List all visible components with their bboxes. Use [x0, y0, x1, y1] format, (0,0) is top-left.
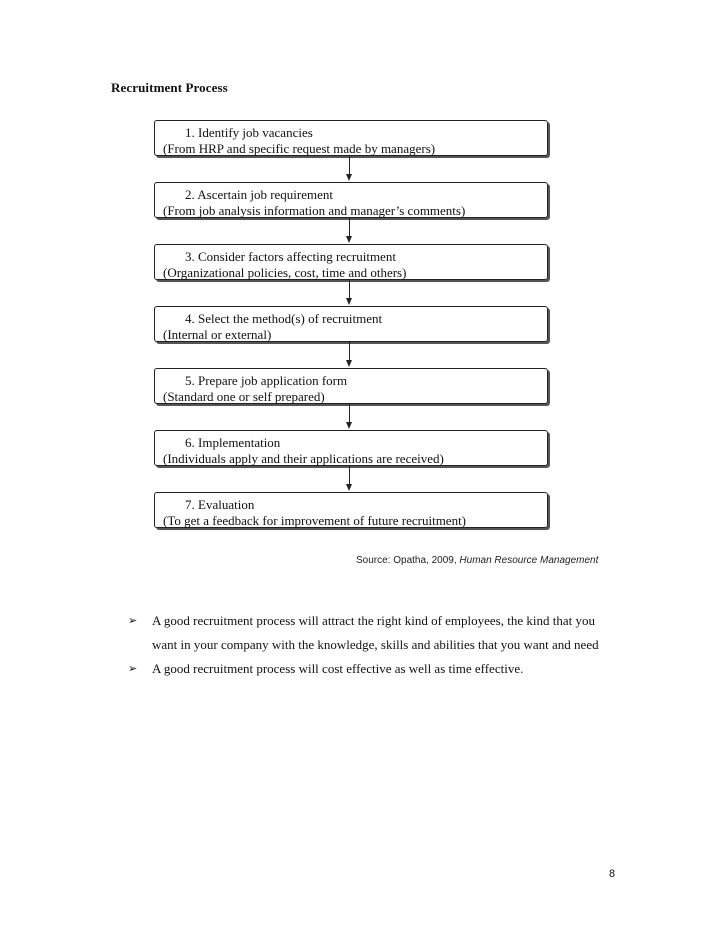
flow-step-6: [154, 430, 548, 466]
down-arrow-icon: [154, 218, 548, 244]
arrow-bullet-icon: ➢: [128, 662, 138, 675]
bullet-line: A good recruitment process will cost effective as well as time effective.: [152, 661, 524, 676]
arrow-bullet-icon: ➢: [128, 614, 138, 627]
step-note: (Standard one or self prepared): [163, 389, 325, 404]
step-title: 2. Ascertain job requirement: [185, 187, 334, 202]
source-prefix: Source: Opatha, 2009,: [356, 555, 460, 566]
step-title: 5. Prepare job application form: [185, 373, 348, 388]
step-note: (From HRP and specific request made by managers): [163, 141, 436, 156]
section-heading: Recruitment Process: [111, 80, 228, 95]
flow-step-1: [154, 120, 548, 156]
step-title: 3. Consider factors affecting recruitment: [185, 249, 396, 264]
step-note: (Internal or external): [163, 327, 272, 342]
step-note: (Organizational policies, cost, time and others): [163, 265, 407, 280]
down-arrow-icon: [154, 156, 548, 182]
bullet-item-2: [128, 657, 628, 681]
step-title: 4. Select the method(s) of recruitment: [185, 311, 383, 326]
bullet-list: [128, 609, 628, 681]
step-title: 1. Identify job vacancies: [185, 125, 313, 140]
down-arrow-icon: [154, 280, 548, 306]
flow-step-7: [154, 492, 548, 528]
bullet-line: want in your company with the knowledge, skills and abilities that you want and need: [152, 637, 599, 652]
step-note: (To get a feedback for improvement of future recruitment): [163, 513, 467, 528]
flow-step-4: [154, 306, 548, 342]
flow-step-3: [154, 244, 548, 280]
down-arrow-icon: [154, 466, 548, 492]
step-title: 7. Evaluation: [185, 497, 255, 512]
source-citation: [356, 555, 598, 566]
step-note: (From job analysis information and manager’s comments): [163, 203, 466, 218]
down-arrow-icon: [154, 404, 548, 430]
recruitment-flowchart: [154, 120, 550, 528]
page-number: 8: [609, 868, 616, 880]
down-arrow-icon: [154, 342, 548, 368]
flow-step-5: [154, 368, 548, 404]
flow-step-2: [154, 182, 548, 218]
step-note: (Individuals apply and their applications are received): [163, 451, 444, 466]
bullet-line: A good recruitment process will attract the right kind of employees, the kind that you: [152, 613, 595, 628]
source-title: Human Resource Management: [459, 555, 599, 566]
bullet-item-1: [128, 609, 628, 657]
step-title: 6. Implementation: [185, 435, 281, 450]
